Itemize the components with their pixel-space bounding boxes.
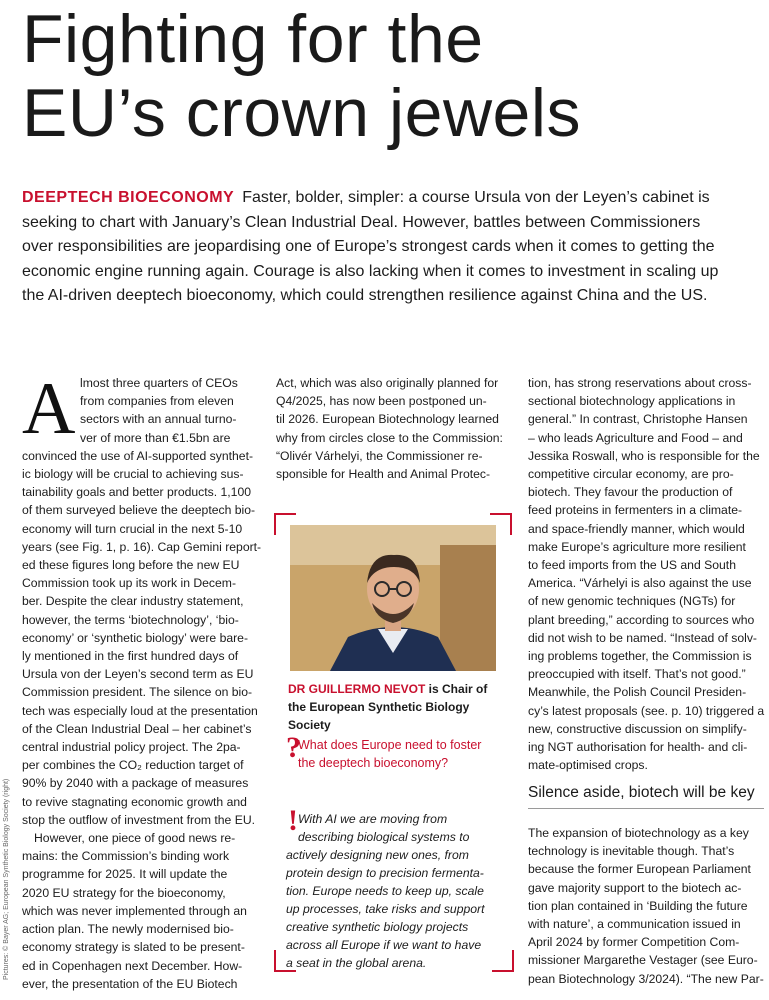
text-line: However, one piece of good news re- xyxy=(34,831,236,846)
text-line: to feed imports from the US and South xyxy=(528,558,736,573)
text-line: of them surveyed believe the deeptech bio- xyxy=(22,503,256,518)
text-line: 2020 EU strategy for the bioeconomy, xyxy=(22,885,226,900)
text-line: mains: the Commission’s binding work xyxy=(22,849,230,864)
body-column-2 xyxy=(276,374,511,483)
text-line: tion, has strong reservations about cross- xyxy=(528,376,752,390)
lead-line: seeking to chart with January’s Clean Industrial Deal. However, battles between Commissioners xyxy=(22,213,701,231)
answer-line: up processes, take risks and support xyxy=(286,902,485,916)
text-line: general.” In contrast, Christophe Hansen xyxy=(528,412,748,427)
frame-corner xyxy=(492,950,514,972)
text-line: Act, which was also originally planned for xyxy=(276,376,499,390)
answer-line: a seat in the global arena. xyxy=(286,956,427,970)
text-line: to revive stagnating economic growth and xyxy=(22,794,247,809)
text-line: ver of more than €1.5bn are xyxy=(80,430,231,445)
text-line: Meanwhile, the Polish Council Presiden- xyxy=(528,685,747,700)
text-line: missioner Margarethe Vestager (see Euro- xyxy=(528,953,758,968)
text-line: biotech. They favour the production of xyxy=(528,485,733,500)
text-line: sectors with an annual turno- xyxy=(80,412,237,427)
portrait-photo xyxy=(290,525,496,671)
text-line: which was never implemented through an xyxy=(22,903,247,918)
headline-line-1: Fighting for the xyxy=(22,1,484,77)
text-line: action plan. The newly modernised bio- xyxy=(22,922,234,937)
answer-line: tion. Europe needs to keep up, scale xyxy=(286,884,484,898)
text-line: Ursula von der Leyen’s second term as EU xyxy=(22,667,254,682)
text-line: gave majority support to the biotech ac- xyxy=(528,880,742,895)
text-line: from companies from eleven xyxy=(80,394,234,409)
text-line: ly mentioned in the first hundred days of xyxy=(22,649,239,664)
headline-line-2: EU’s crown jewels xyxy=(22,75,581,151)
text-line: of new genomic techniques (NGTs) for xyxy=(528,594,736,609)
text-line: Jessika Roswall, who is responsible for the xyxy=(528,448,760,463)
text-line: Commission president. The silence on bio- xyxy=(22,685,253,700)
text-line: The expansion of biotechnology as a key xyxy=(528,826,749,840)
section-kicker: DEEPTECH BIOECONOMY xyxy=(22,189,235,206)
text-line: however, the terms ‘biotechnology’, ‘bio- xyxy=(22,612,239,627)
text-line: ber. Despite the clear industry statement, xyxy=(22,594,244,609)
portrait-illustration xyxy=(290,525,496,671)
text-line: per combines the CO₂ reduction target of xyxy=(22,758,244,773)
headline xyxy=(22,2,581,150)
text-line: sectional biotechnology applications in xyxy=(528,394,736,409)
lead-paragraph xyxy=(22,186,719,309)
body-column-3-continued xyxy=(528,824,764,988)
answer-line: creative synthetic biology projects xyxy=(286,920,469,934)
text-line: Q4/2025, has now been postponed un- xyxy=(276,394,487,409)
text-line: ic biology will be crucial to achieving sus- xyxy=(22,467,244,482)
text-line: ed in Copenhagen next December. How- xyxy=(22,958,243,973)
text-line: and space-friendly manner, which would xyxy=(528,521,745,536)
text-line: feed proteins in fermenters in a climate- xyxy=(528,503,743,518)
text-line: 90% by 2040 with a package of measures xyxy=(22,776,249,791)
text-line: pean Biotechnology 3/2024). “The new Par- xyxy=(528,971,764,986)
text-line: competitive circular economy, are pro- xyxy=(528,467,734,482)
question-line: What does Europe need to foster xyxy=(298,738,482,752)
text-line: make Europe’s agriculture more resilient xyxy=(528,539,746,554)
subheading-rule xyxy=(528,808,764,809)
answer-line: With AI we are moving from xyxy=(298,812,448,826)
text-line: tainability goals and better products. 1,100 xyxy=(22,485,252,500)
portrait-caption xyxy=(288,680,498,734)
text-line: ed these figures long before the new EU xyxy=(22,558,240,573)
text-line: preoccupied with itself. That’s not good.” xyxy=(528,667,746,682)
answer-line: across all Europe if we want to have xyxy=(286,938,482,952)
text-line: programme for 2025. It will update the xyxy=(22,867,228,882)
frame-corner xyxy=(274,950,296,972)
text-line: new, constructive discussion on simplify- xyxy=(528,721,747,736)
text-line: economy will turn crucial in the next 5-10 xyxy=(22,521,243,536)
body-column-1 xyxy=(22,368,262,993)
text-line: sponsible for Health and Animal Protec- xyxy=(276,467,491,482)
text-line: did not wish to be named. “Instead of solv- xyxy=(528,630,757,645)
answer-line: protein design to precision fermenta- xyxy=(286,866,484,880)
caption-name: DR GUILLERMO NEVOT xyxy=(288,682,426,696)
text-line: central industrial policy project. The 2pa- xyxy=(22,740,241,755)
text-line: April 2024 by former Competition Com- xyxy=(528,935,740,950)
interview-question xyxy=(286,736,506,772)
text-line: til 2026. European Biotechnology learned xyxy=(276,412,499,427)
text-line: – who leads Agriculture and Food – and xyxy=(528,430,743,445)
portrait-box xyxy=(274,513,512,673)
caption-role: is Chair of the European Synthetic Biology Society xyxy=(288,682,488,732)
text-line: years (see Fig. 1, p. 16). Cap Gemini report- xyxy=(22,539,262,554)
exclamation-mark-icon: ! xyxy=(288,804,298,837)
text-line: “Olivér Várhelyi, the Commissioner re- xyxy=(276,448,483,463)
text-line: with nature’, a communication issued in xyxy=(528,917,741,932)
text-line: cy’s latest proposals (see. p. 10) triggered a xyxy=(528,703,765,718)
text-line: tion plan contained in ‘Building the future xyxy=(528,898,748,913)
answer-line: actively designing new ones, from xyxy=(286,848,469,862)
drop-cap: A xyxy=(22,368,76,450)
lead-line: DEEPTECH BIOECONOMY Faster, bolder, simpler: a course Ursula von der Leyen’s cabinet is xyxy=(22,189,710,206)
section-subheading: Silence aside, biotech will be key xyxy=(528,784,755,801)
text-line: convinced the use of AI-supported synthet- xyxy=(22,448,254,463)
text-line: America. “Várhelyi is also against the use xyxy=(528,576,752,591)
text-line: because the former European Parliament xyxy=(528,862,751,877)
lead-line: economic engine running again. Courage is also lacking when it comes to investment in scaling up xyxy=(22,262,719,280)
text-line: lmost three quarters of CEOs xyxy=(80,376,238,390)
text-line: ing problems together, the Commission is xyxy=(528,649,752,664)
text-line: ing NGT authorisation for health- and cli- xyxy=(528,740,748,755)
text-line: tech was especially loud at the presentation xyxy=(22,703,258,718)
text-line: economy strategy is slated to be present- xyxy=(22,940,245,955)
text-line: economy’ or ‘synthetic biology’ were bare- xyxy=(22,630,249,645)
text-line: stop the outflow of investment from the EU. xyxy=(22,812,256,827)
question-mark-icon: ? xyxy=(286,731,301,764)
answer-line: describing biological systems to xyxy=(298,830,470,844)
lead-line: the AI-driven deeptech bioeconomy, which could strengthen resilience against China and the US. xyxy=(22,287,708,304)
text-line: why from circles close to the Commission: xyxy=(276,430,503,445)
text-line: plant breeding,” according to sources who xyxy=(528,612,755,627)
text-line: of the Clean Industrial Deal – her cabinet’s xyxy=(22,721,252,736)
lead-line: over responsibilities are jeopardising one of Europe’s strongest cards when it comes to getting the xyxy=(22,238,715,255)
interview-answer xyxy=(286,810,511,972)
question-line: the deeptech bioeconomy? xyxy=(298,756,449,770)
text-line: ever, the presentation of the EU Biotech xyxy=(22,976,238,991)
text-line: technology is inevitable though. That’s xyxy=(528,844,735,859)
body-column-3 xyxy=(528,374,764,774)
text-line: Commission took up its work in Decem- xyxy=(22,576,237,591)
text-line: mate-optimised crops. xyxy=(528,758,648,773)
picture-credit: Pictures: © Bayer AG; European Synthetic Biology Society (right) xyxy=(3,778,10,980)
